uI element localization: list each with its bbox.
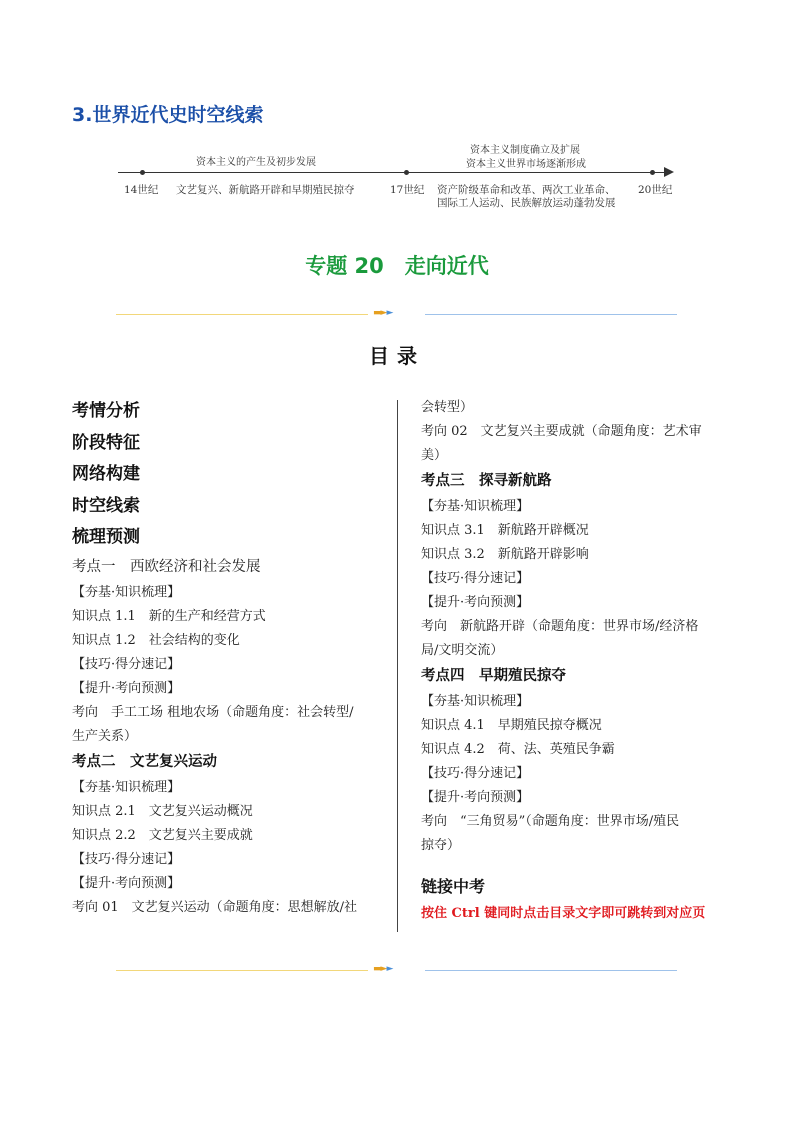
- toc-entry[interactable]: 知识点 4.2 荷、法、英殖民争霸: [421, 742, 615, 757]
- toc-right-column: [421, 396, 731, 926]
- column-divider: [397, 400, 398, 932]
- toc-entry[interactable]: 考向 01 文艺复兴运动（命题角度：思想解放/社: [72, 899, 358, 915]
- section-title: 3.世界近代史时空线索: [72, 104, 264, 126]
- divider-ornament-icon: ▬►►: [373, 308, 393, 318]
- timeline-arrow-icon: [664, 167, 674, 177]
- toc-entry[interactable]: 网络构建: [72, 464, 140, 484]
- timeline-start-label: 14世纪: [124, 184, 159, 196]
- toc-entry[interactable]: 知识点 3.1 新航路开辟概况: [421, 523, 589, 538]
- timeline-mid-label: 17世纪: [390, 184, 425, 196]
- divider-bottom-ornament-icon: ▬►►: [373, 964, 393, 974]
- toc-entry[interactable]: 【技巧·得分速记】: [72, 851, 181, 867]
- toc-entry[interactable]: 美）: [421, 448, 448, 463]
- timeline-point-start: [140, 170, 145, 175]
- toc-entry[interactable]: 时空线索: [72, 495, 140, 516]
- divider-bottom-right: [425, 970, 677, 971]
- timeline-point-mid: [404, 170, 409, 175]
- toc-entry[interactable]: 生产关系）: [72, 728, 138, 744]
- timeline-period2-events-1: 资产阶级革命和改革、两次工业革命、: [437, 184, 616, 196]
- toc-entry[interactable]: 知识点 1.2 社会结构的变化: [72, 632, 240, 648]
- toc-entry[interactable]: 【技巧·得分速记】: [421, 766, 530, 781]
- toc-entry[interactable]: 考点三 探寻新航路: [421, 473, 552, 489]
- toc-entry[interactable]: 掠夺）: [421, 838, 461, 853]
- toc-entry[interactable]: 梳理预测: [72, 527, 140, 547]
- toc-entry[interactable]: 【夯基·知识梳理】: [421, 499, 530, 514]
- toc-entry[interactable]: 【提升·考向预测】: [421, 790, 530, 805]
- timeline-axis: [118, 172, 666, 173]
- toc-entry[interactable]: 局/文明交流）: [421, 643, 504, 658]
- toc-entry[interactable]: 【提升·考向预测】: [72, 875, 181, 891]
- divider-left: [116, 314, 368, 315]
- toc-entry[interactable]: 知识点 2.2 文艺复兴主要成就: [72, 827, 253, 843]
- toc-entry[interactable]: 考向 “三角贸易”（命题角度：世界市场/殖民: [421, 814, 680, 829]
- toc-entry[interactable]: 知识点 2.1 文艺复兴运动概况: [72, 803, 253, 819]
- toc-entry[interactable]: 考点一 西欧经济和社会发展: [72, 558, 261, 575]
- toc-entry[interactable]: 考向 新航路开辟（命题角度：世界市场/经济格: [421, 619, 699, 634]
- toc-entry[interactable]: 【夯基·知识梳理】: [72, 584, 181, 600]
- timeline-label-right-1: 资本主义制度确立及扩展: [470, 145, 580, 156]
- toc-entry[interactable]: 阶段特征: [72, 432, 140, 453]
- toc-entry[interactable]: 考向 手工工场 租地农场（命题角度：社会转型/: [72, 704, 354, 720]
- divider-right: [425, 314, 677, 315]
- toc-entry[interactable]: 考点四 早期殖民掠夺: [421, 668, 566, 684]
- timeline-period1-events: 文艺复兴、新航路开辟和早期殖民掠夺: [176, 184, 355, 196]
- divider-bottom-left: [116, 970, 368, 971]
- toc-entry[interactable]: 会转型）: [421, 400, 474, 415]
- toc-entry[interactable]: 【提升·考向预测】: [72, 680, 181, 696]
- toc-entry[interactable]: 考情分析: [72, 401, 140, 421]
- toc-link-heading[interactable]: 链接中考: [421, 877, 486, 896]
- toc-entry[interactable]: 【技巧·得分速记】: [421, 571, 530, 586]
- toc-entry[interactable]: 【夯基·知识梳理】: [421, 694, 530, 709]
- toc-entry[interactable]: 知识点 3.2 新航路开辟影响: [421, 547, 589, 562]
- topic-title: 专题 20 走向近代: [305, 254, 489, 278]
- timeline-period2-events-2: 国际工人运动、民族解放运动蓬勃发展: [437, 197, 616, 209]
- timeline-label-right-2: 资本主义世界市场逐渐形成: [466, 159, 586, 170]
- timeline-end-label: 20世纪: [638, 184, 673, 196]
- toc-entry[interactable]: 考点二 文艺复兴运动: [72, 753, 217, 770]
- toc-entry[interactable]: 知识点 1.1 新的生产和经营方式: [72, 608, 266, 624]
- toc-entry[interactable]: 【技巧·得分速记】: [72, 656, 181, 672]
- toc-note: 按住 Ctrl 键同时点击目录文字即可跳转到对应页: [421, 906, 706, 921]
- toc-entry[interactable]: 考向 02 文艺复兴主要成就（命题角度：艺术审: [421, 424, 702, 439]
- toc-entry[interactable]: 知识点 4.1 早期殖民掠夺概况: [421, 718, 602, 733]
- toc-left-column: [72, 396, 382, 920]
- timeline-label-left: 资本主义的产生及初步发展: [196, 157, 316, 168]
- toc-title: 目录: [369, 344, 425, 368]
- timeline-point-end: [650, 170, 655, 175]
- toc-entry[interactable]: 【提升·考向预测】: [421, 595, 530, 610]
- toc-entry[interactable]: 【夯基·知识梳理】: [72, 779, 181, 795]
